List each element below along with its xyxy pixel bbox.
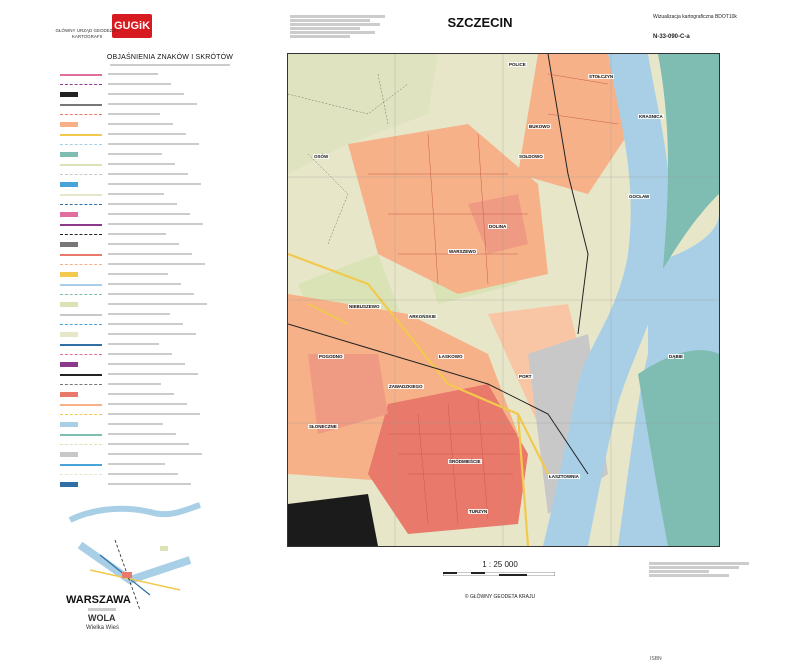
legend-symbol [60,174,102,175]
place-label[interactable]: OSÓW [314,154,329,159]
legend-row [60,340,265,350]
legend-symbol [60,464,102,466]
legend-description [108,431,208,439]
map-frame[interactable] [287,53,720,547]
legend-row [60,400,265,410]
legend-row [60,330,265,340]
legend-row [60,250,265,260]
legend-row [60,90,265,100]
legend-symbol [60,114,102,115]
place-label[interactable]: ZAWADZKIEGO [389,384,423,389]
legend-row [60,380,265,390]
legend-row [60,410,265,420]
legend-symbol [60,354,102,355]
legend-description [108,81,208,89]
legend-symbol [60,84,102,85]
legend-row [60,70,265,80]
footer-note [649,561,759,578]
legend-row [60,280,265,290]
map-title: SZCZECIN [447,15,513,30]
legend-description [108,411,208,419]
legend-symbol [60,482,78,487]
legend-row [60,110,265,120]
legend-symbol [60,374,102,376]
legend-row [60,140,265,150]
legend-symbol [60,414,102,415]
legend-row [60,220,265,230]
legend-description [108,311,208,319]
legend-row [60,270,265,280]
legend-row [60,130,265,140]
inset-population [88,607,116,612]
legend-symbol [60,314,102,316]
place-label[interactable]: BUKOWO [529,124,550,129]
legend-description [108,331,208,339]
copyright: © GŁÓWNY GEODETA KRAJU [464,594,536,600]
inset-district-label: WOLA [88,613,116,623]
legend-symbol [60,302,78,307]
legend-description [108,451,208,459]
place-label[interactable]: GOCŁAW [629,194,650,199]
place-label[interactable]: DĄBIE [669,354,684,359]
legend-description [108,341,208,349]
legend-symbol [60,332,78,337]
legend-description [108,301,208,309]
legend-row [60,360,265,370]
legend-description [108,201,208,209]
legend-description [108,271,208,279]
legend-symbol [60,272,78,277]
legend-description [108,291,208,299]
legend-description [108,251,208,259]
legend-symbol [60,92,78,97]
legend-symbol [60,194,102,196]
legend-row [60,320,265,330]
legend-description [108,101,208,109]
legend-symbol [60,452,78,457]
legend-description [108,471,208,479]
sheet-code: N-33-090-C-a [653,34,690,40]
legend-description [108,161,208,169]
legend-description [108,481,208,489]
agency-name: GŁÓWNY URZĄD GEODEZJI I KARTOGRAFII [55,28,119,39]
legend-title: OBJAŚNIENIA ZNAKÓW I SKRÓTÓW [106,54,234,61]
legend-row [60,290,265,300]
legend-description [108,461,208,469]
legend-row [60,480,265,490]
isbn: ISBN [650,656,662,662]
legend-symbol [60,212,78,217]
legend-symbol [60,122,78,127]
place-label[interactable]: WARSZEWO [449,249,476,254]
legend-description [108,391,208,399]
legend-symbol [60,392,78,397]
legend-symbol [60,74,102,76]
legend-description [108,151,208,159]
legend-description [108,131,208,139]
legend-symbol [60,164,102,166]
legend-row [60,440,265,450]
legend-row [60,310,265,320]
legend-row [60,120,265,130]
legend-description [108,441,208,449]
legend-symbol [60,294,102,295]
legend-symbol [60,204,102,205]
inset-village-label: Wielka Wieś [86,625,120,631]
legend-row [60,150,265,160]
place-label[interactable]: TURZYN [469,509,488,514]
inset-diagram [60,500,210,630]
legend-row [60,170,265,180]
legend-description [108,401,208,409]
legend-row [60,180,265,190]
legend-row [60,240,265,250]
legend-symbol [60,362,78,367]
place-label[interactable]: PORT [519,374,532,379]
legend-description [108,351,208,359]
legend-row [60,100,265,110]
inset-city-label: WARSZAWA [66,594,131,606]
scale-label: 1 : 25 000 [482,560,518,569]
legend-symbol [60,444,102,445]
visualization-note: Wizualizacja kartograficzna BDOT10k [653,14,737,20]
legend-row [60,470,265,480]
place-label[interactable]: POGODNO [319,354,343,359]
legend-row [60,260,265,270]
legend-symbol [60,264,102,265]
legend-row [60,370,265,380]
legend-symbol [60,474,102,475]
legend-symbol [60,384,102,385]
legend-description [108,221,208,229]
legend-symbol [60,144,102,145]
gugik-logo: GUGiK [112,14,152,38]
legend-symbol [60,134,102,136]
legend-row [60,230,265,240]
legend-subtitle [85,63,255,67]
place-label[interactable]: DOLINA [489,224,507,229]
place-label[interactable]: POLICE [509,62,526,67]
legend-symbol [60,434,102,436]
legend-symbol [60,404,102,406]
legend-symbol [60,344,102,346]
legend-row [60,210,265,220]
legend-description [108,191,208,199]
legend-row [60,390,265,400]
legend-row [60,200,265,210]
legend-symbol [60,422,78,427]
place-label[interactable]: SŁONECZNE [309,424,337,429]
legend-description [108,281,208,289]
place-label[interactable]: NIEBUSZEWO [349,304,380,309]
legend-row [60,190,265,200]
legend-row [60,420,265,430]
legend-row [60,460,265,470]
legend-row [60,430,265,440]
legend-symbol [60,182,78,187]
legend-description [108,91,208,99]
legend-description [108,321,208,329]
legend-symbol [60,284,102,286]
legend-description [108,231,208,239]
legend-description [108,381,208,389]
legend-description [108,111,208,119]
legend-symbol [60,224,102,226]
place-label[interactable]: ŁASZTOWNIA [549,474,579,479]
place-label[interactable]: ŁASKOWO [439,354,463,359]
legend-description [108,241,208,249]
sheet-metadata-left [290,14,410,39]
legend-symbol [60,104,102,106]
legend-description [108,141,208,149]
place-label[interactable]: SOŁDOWO [519,154,543,159]
place-label[interactable]: STOŁCZYN [589,74,614,79]
legend-description [108,71,208,79]
legend-description [108,361,208,369]
scale-bar [443,572,555,576]
legend-row [60,80,265,90]
place-label[interactable]: KRASNICA [639,114,663,119]
legend-description [108,121,208,129]
legend-symbol [60,254,102,256]
legend-description [108,371,208,379]
legend-description [108,181,208,189]
legend-description [108,421,208,429]
legend-symbol [60,234,102,235]
place-label[interactable]: ARKOŃSKIE [409,314,437,319]
legend-row [60,450,265,460]
legend-description [108,261,208,269]
legend-row [60,300,265,310]
legend-symbol [60,324,102,325]
legend-description [108,171,208,179]
legend-row [60,160,265,170]
map-canvas[interactable] [288,54,719,546]
place-label[interactable]: ŚRÓDMIEŚCIE [449,459,481,464]
legend-description [108,211,208,219]
legend-symbol [60,242,78,247]
legend-row [60,350,265,360]
legend-symbol [60,152,78,157]
